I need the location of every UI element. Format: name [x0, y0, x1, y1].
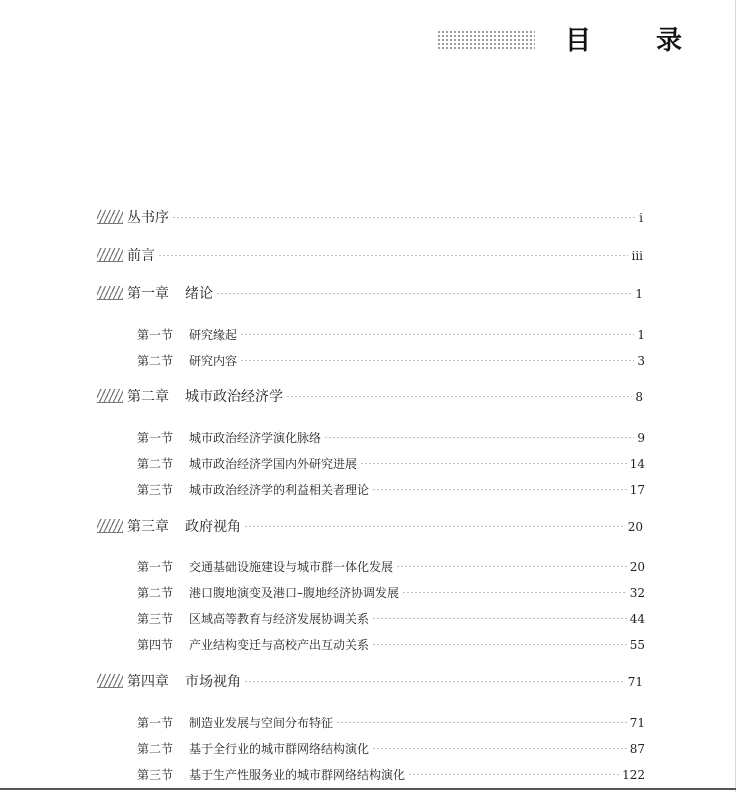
toc-entry-number: 第四节 [137, 638, 174, 652]
toc-entry-title: 丛书序 [127, 210, 169, 226]
toc-section-entry [137, 352, 645, 370]
dot-leader [408, 774, 619, 775]
dot-leader [372, 644, 627, 645]
toc-entry-title: 政府视角 [185, 519, 241, 535]
dot-leader [286, 396, 632, 397]
toc-page-number: 14 [629, 457, 645, 471]
toc-section-entry [137, 455, 645, 473]
dot-leader [172, 217, 636, 218]
toc-page-number: 122 [622, 768, 645, 782]
slash-marker-icon [97, 286, 123, 300]
toc-section-entry [137, 714, 645, 732]
toc-page-number: 20 [629, 560, 645, 574]
toc-entry-title: 城市政治经济学演化脉络 [189, 431, 322, 445]
toc-entry-title: 港口腹地演变及港口–腹地经济协调发展 [189, 586, 400, 600]
toc-entry-number: 第二章 [127, 389, 169, 405]
decorative-dot-pattern [437, 30, 535, 50]
toc-section-entry [137, 558, 645, 576]
dot-leader [244, 681, 625, 682]
toc-chapter-entry [97, 283, 643, 305]
toc-section-entry [137, 766, 645, 784]
toc-entry-number: 第三章 [127, 519, 169, 535]
toc-entry-title: 城市政治经济学的利益相关者理论 [189, 483, 370, 497]
bottom-rule [0, 788, 736, 790]
toc-chapter-entry [97, 245, 643, 267]
dot-leader [240, 334, 634, 335]
toc-entry-number: 第三节 [137, 768, 174, 782]
toc-entry-number: 第一节 [137, 431, 174, 445]
toc-entry-title: 基于生产性服务业的城市群网络结构演化 [189, 768, 406, 782]
toc-section-entry [137, 584, 645, 602]
toc-entry-title: 绪论 [185, 286, 213, 302]
toc-entry-title: 产业结构变迁与高校产出互动关系 [189, 638, 370, 652]
dot-leader [216, 293, 632, 294]
dot-leader [372, 489, 627, 490]
dot-leader [324, 437, 634, 438]
toc-chapter-entry [97, 386, 643, 408]
toc-entry-title: 市场视角 [185, 674, 241, 690]
toc-entry-title: 研究缘起 [189, 328, 238, 342]
toc-entry-number: 第一节 [137, 560, 174, 574]
toc-entry-number: 第二节 [137, 742, 174, 756]
toc-chapter-entry [97, 516, 643, 538]
dot-leader [158, 255, 628, 256]
toc-entry-number: 第一节 [137, 716, 174, 730]
toc-entry-title: 研究内容 [189, 354, 238, 368]
toc-section-entry [137, 610, 645, 628]
toc-page-number: 3 [637, 354, 645, 368]
dot-leader [244, 526, 625, 527]
dot-leader [402, 592, 627, 593]
toc-section-entry [137, 740, 645, 758]
slash-marker-icon [97, 248, 123, 262]
dot-leader [372, 748, 627, 749]
toc-entry-title: 前言 [127, 248, 155, 264]
slash-marker-icon [97, 389, 123, 403]
toc-entry-number: 第三节 [137, 483, 174, 497]
toc-entry-title: 城市政治经济学 [185, 389, 283, 405]
dot-leader [240, 360, 634, 361]
toc-entry-number: 第一节 [137, 328, 174, 342]
slash-marker-icon [97, 210, 123, 224]
toc-page-number: 44 [629, 612, 645, 626]
toc-page-number: 87 [629, 742, 645, 756]
toc-page-number: 32 [629, 586, 645, 600]
toc-chapter-entry [97, 207, 643, 229]
toc-section-entry [137, 636, 645, 654]
toc-entry-title: 制造业发展与空间分布特征 [189, 716, 334, 730]
toc-page-number: 9 [637, 431, 645, 445]
toc-entry-title: 交通基础设施建设与城市群一体化发展 [189, 560, 394, 574]
toc-page-number: 8 [635, 390, 643, 404]
toc-entry-number: 第二节 [137, 354, 174, 368]
toc-page-number: 55 [629, 638, 645, 652]
toc-entry-title: 城市政治经济学国内外研究进展 [189, 457, 358, 471]
toc-entry-number: 第二节 [137, 457, 174, 471]
dot-leader [396, 566, 627, 567]
dot-leader [360, 463, 627, 464]
slash-marker-icon [97, 519, 123, 533]
slash-marker-icon [97, 674, 123, 688]
toc-entry-title: 区域高等教育与经济发展协调关系 [189, 612, 370, 626]
toc-page-number: 20 [627, 520, 643, 534]
toc-page-number: 71 [629, 716, 645, 730]
toc-entry-title: 基于全行业的城市群网络结构演化 [189, 742, 370, 756]
toc-page-number: i [639, 211, 643, 225]
toc-entry-number: 第三节 [137, 612, 174, 626]
toc-page-number: iii [631, 249, 643, 263]
toc-entry-number: 第一章 [127, 286, 169, 302]
toc-entry-number: 第四章 [127, 674, 169, 690]
toc-chapter-entry [97, 671, 643, 693]
toc-section-entry [137, 326, 645, 344]
page-title: 目 录 [565, 26, 711, 56]
toc-section-entry [137, 429, 645, 447]
dot-leader [372, 618, 627, 619]
toc-page-number: 1 [637, 328, 645, 342]
toc-entry-number: 第二节 [137, 586, 174, 600]
toc-page-number: 71 [627, 675, 643, 689]
toc-page-number: 17 [629, 483, 645, 497]
toc-section-entry [137, 481, 645, 499]
dot-leader [336, 722, 627, 723]
toc-page-number: 1 [635, 287, 643, 301]
